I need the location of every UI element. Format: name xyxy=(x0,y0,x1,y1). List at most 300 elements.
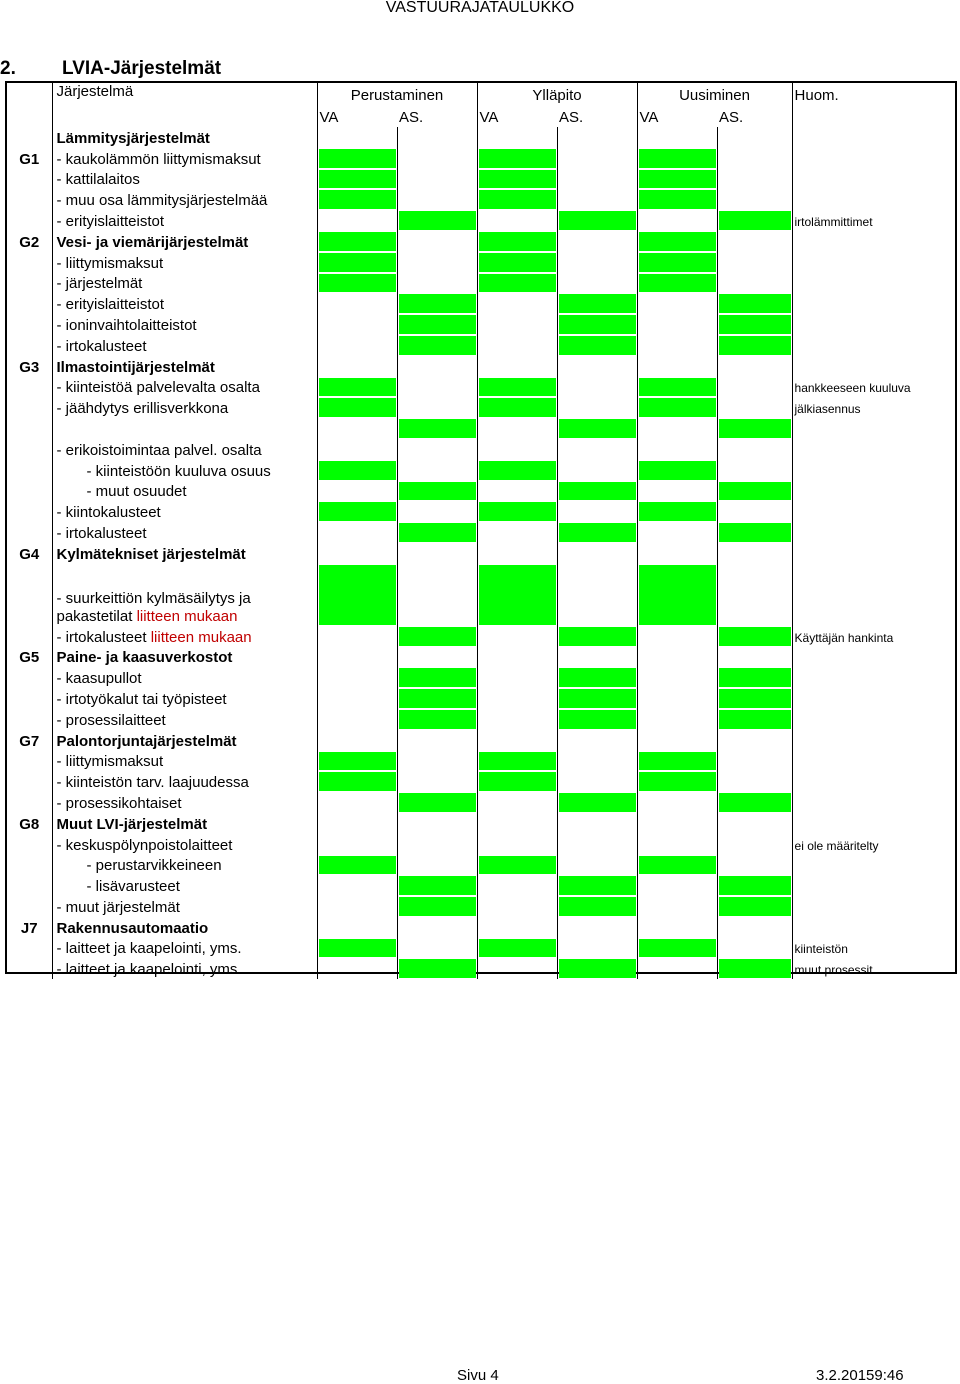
row-label xyxy=(52,127,317,148)
table-row xyxy=(7,896,955,917)
green-fill xyxy=(559,793,636,812)
table-row xyxy=(7,564,955,626)
responsibility-mark xyxy=(717,709,792,730)
table-row xyxy=(7,647,955,668)
green-fill xyxy=(559,627,636,646)
green-fill xyxy=(559,211,636,230)
green-fill xyxy=(719,959,791,978)
green-fill xyxy=(399,668,476,687)
row-label-text: Lämmitysjärjestelmät xyxy=(56,129,210,147)
green-fill xyxy=(479,772,556,791)
row-label-text: - laitteet ja kaapelointi, yms. xyxy=(56,961,242,979)
empty-cell xyxy=(637,439,717,460)
row-label xyxy=(52,481,317,502)
row-note xyxy=(792,709,955,730)
responsibility-mark xyxy=(477,771,557,792)
empty-cell xyxy=(637,958,717,979)
row-code xyxy=(7,169,52,190)
empty-cell xyxy=(317,335,397,356)
green-fill xyxy=(479,398,556,417)
green-fill xyxy=(639,502,716,521)
green-fill xyxy=(639,378,716,397)
responsibility-mark xyxy=(717,896,792,917)
row-label xyxy=(52,169,317,190)
green-fill xyxy=(399,793,476,812)
empty-cell xyxy=(557,938,637,959)
row-label xyxy=(52,439,317,460)
empty-cell xyxy=(397,356,477,377)
green-fill xyxy=(479,232,556,251)
empty-cell xyxy=(477,210,557,231)
empty-cell xyxy=(557,356,637,377)
empty-cell xyxy=(717,273,792,294)
row-label xyxy=(52,189,317,210)
green-fill xyxy=(319,170,396,189)
row-note xyxy=(792,813,955,834)
empty-cell xyxy=(397,397,477,418)
empty-cell xyxy=(557,855,637,876)
table-row xyxy=(7,938,955,959)
row-note xyxy=(792,688,955,709)
responsibility-mark xyxy=(477,377,557,398)
subheader-row xyxy=(7,105,955,127)
empty-cell xyxy=(317,813,397,834)
empty-cell xyxy=(637,917,717,938)
green-fill xyxy=(479,856,556,875)
green-fill xyxy=(319,378,396,397)
row-label-text: - ioninvaihtolaitteistot xyxy=(56,316,197,334)
responsibility-mark xyxy=(317,771,397,792)
row-code xyxy=(7,626,52,647)
row-label xyxy=(52,647,317,668)
green-fill xyxy=(319,939,396,958)
empty-cell xyxy=(637,896,717,917)
table-row xyxy=(7,273,955,294)
row-note xyxy=(792,522,955,543)
responsibility-mark xyxy=(717,522,792,543)
green-fill xyxy=(719,689,791,708)
green-fill xyxy=(719,315,791,334)
empty-cell xyxy=(637,688,717,709)
row-code: G2 xyxy=(7,231,52,252)
row-label-note: liitteen mukaan xyxy=(136,607,238,625)
green-fill xyxy=(639,190,716,209)
empty-cell xyxy=(317,626,397,647)
row-code xyxy=(7,252,52,273)
row-code xyxy=(7,439,52,460)
row-note: ei ole määritelty xyxy=(794,838,879,853)
row-code: G3 xyxy=(7,356,52,377)
responsibility-mark xyxy=(317,501,397,522)
empty-cell xyxy=(397,813,477,834)
empty-cell xyxy=(557,834,637,855)
row-label xyxy=(52,938,317,959)
empty-cell xyxy=(717,834,792,855)
green-fill xyxy=(719,482,791,501)
empty-cell xyxy=(397,771,477,792)
empty-cell xyxy=(637,314,717,335)
empty-cell xyxy=(557,148,637,169)
row-label-text-line2: pakastetilat xyxy=(56,607,133,625)
green-fill xyxy=(559,876,636,895)
row-label xyxy=(52,958,317,979)
table-row xyxy=(7,875,955,896)
system-column-header: Järjestelmä xyxy=(52,83,317,105)
green-fill xyxy=(559,710,636,729)
responsibility-mark xyxy=(557,896,637,917)
green-fill xyxy=(319,190,396,209)
empty-cell xyxy=(717,252,792,273)
green-fill xyxy=(559,959,636,978)
responsibility-mark xyxy=(717,210,792,231)
empty-cell xyxy=(637,647,717,668)
row-note xyxy=(792,647,955,668)
responsibility-mark xyxy=(717,875,792,896)
row-label xyxy=(52,522,317,543)
responsibility-mark xyxy=(637,273,717,294)
responsibility-mark xyxy=(477,564,557,626)
empty-cell xyxy=(397,855,477,876)
row-label-text: - prosessilaitteet xyxy=(56,711,166,729)
green-fill xyxy=(399,482,476,501)
table-row xyxy=(7,751,955,772)
row-note xyxy=(792,231,955,252)
empty-cell xyxy=(717,917,792,938)
row-label xyxy=(52,356,317,377)
row-label xyxy=(52,397,317,418)
empty-cell xyxy=(557,501,637,522)
responsibility-mark xyxy=(557,210,637,231)
responsibility-mark xyxy=(637,231,717,252)
green-fill xyxy=(639,398,716,417)
row-code xyxy=(7,210,52,231)
green-fill xyxy=(719,897,791,916)
row-label xyxy=(52,460,317,481)
empty-cell xyxy=(397,252,477,273)
empty-cell xyxy=(317,792,397,813)
empty-cell xyxy=(717,460,792,481)
row-code xyxy=(7,335,52,356)
green-fill xyxy=(639,565,716,625)
row-label xyxy=(52,688,317,709)
responsibility-mark xyxy=(637,397,717,418)
row-label-text: Paine- ja kaasuverkostot xyxy=(56,649,233,667)
empty-cell xyxy=(477,543,557,564)
responsibility-mark xyxy=(317,460,397,481)
empty-cell xyxy=(717,356,792,377)
empty-cell xyxy=(557,189,637,210)
green-fill xyxy=(399,419,476,438)
empty-cell xyxy=(317,481,397,502)
row-code xyxy=(7,751,52,772)
responsibility-mark xyxy=(557,293,637,314)
empty-cell xyxy=(397,543,477,564)
empty-cell xyxy=(317,293,397,314)
green-fill xyxy=(479,752,556,771)
responsibility-mark xyxy=(717,688,792,709)
row-label xyxy=(52,377,317,398)
row-label xyxy=(52,273,317,294)
green-fill xyxy=(479,502,556,521)
green-fill xyxy=(639,274,716,293)
row-note: kiinteistön xyxy=(794,942,848,957)
role-subheader: AS. xyxy=(717,105,792,127)
responsibility-mark xyxy=(477,169,557,190)
responsibility-mark xyxy=(477,273,557,294)
row-label xyxy=(52,834,317,855)
table-row xyxy=(7,522,955,543)
table-row xyxy=(7,709,955,730)
table-row xyxy=(7,688,955,709)
empty-cell xyxy=(557,127,637,148)
table-row xyxy=(7,418,955,439)
empty-cell xyxy=(317,127,397,148)
empty-cell xyxy=(317,210,397,231)
responsibility-mark xyxy=(317,273,397,294)
responsibility-mark xyxy=(317,189,397,210)
row-note: irtolämmittimet xyxy=(794,214,873,229)
responsibility-mark xyxy=(557,314,637,335)
table-row xyxy=(7,771,955,792)
responsibility-mark xyxy=(637,771,717,792)
table-row xyxy=(7,855,955,876)
empty-cell xyxy=(557,564,637,626)
table-row xyxy=(7,730,955,751)
empty-cell xyxy=(717,855,792,876)
green-fill xyxy=(399,315,476,334)
row-code xyxy=(7,792,52,813)
empty-cell xyxy=(317,543,397,564)
row-note xyxy=(792,418,955,439)
responsibility-mark xyxy=(317,169,397,190)
green-fill xyxy=(559,897,636,916)
empty-cell xyxy=(637,834,717,855)
row-label-text: Palontorjuntajärjestelmät xyxy=(56,732,237,750)
row-label-text: - jäähdytys erillisverkkona xyxy=(56,400,229,418)
table-row xyxy=(7,293,955,314)
empty-cell xyxy=(397,189,477,210)
responsibility-mark xyxy=(477,938,557,959)
row-label-text: Rakennusautomaatio xyxy=(56,919,209,937)
row-note xyxy=(792,501,955,522)
empty-cell xyxy=(397,231,477,252)
green-fill xyxy=(319,772,396,791)
row-label-text: - erityislaitteistot xyxy=(56,296,165,314)
responsibility-mark xyxy=(317,377,397,398)
code-subheader-cell xyxy=(7,105,52,127)
green-fill xyxy=(639,149,716,168)
table-row xyxy=(7,481,955,502)
note-subheader-cell xyxy=(792,105,955,127)
green-fill xyxy=(719,710,791,729)
row-note xyxy=(792,356,955,377)
empty-cell xyxy=(397,917,477,938)
row-code xyxy=(7,875,52,896)
page-number: Sivu 4 xyxy=(457,1367,499,1384)
row-note: hankkeeseen kuuluva xyxy=(794,381,911,396)
row-code: G8 xyxy=(7,813,52,834)
table-row xyxy=(7,148,955,169)
empty-cell xyxy=(477,667,557,688)
empty-cell xyxy=(717,813,792,834)
empty-cell xyxy=(717,771,792,792)
empty-cell xyxy=(477,917,557,938)
row-label-text: - kiinteistöä palvelevalta osalta xyxy=(56,379,260,397)
row-label-text: - erikoistoimintaa palvel. osalta xyxy=(56,441,262,459)
empty-cell xyxy=(637,127,717,148)
row-code xyxy=(7,709,52,730)
table-row xyxy=(7,377,955,398)
row-code xyxy=(7,397,52,418)
row-code xyxy=(7,189,52,210)
empty-cell xyxy=(397,377,477,398)
responsibility-mark xyxy=(557,958,637,979)
row-label xyxy=(52,501,317,522)
row-code xyxy=(7,293,52,314)
row-note xyxy=(792,792,955,813)
table-row xyxy=(7,813,955,834)
green-fill xyxy=(639,170,716,189)
row-label-text: - erityislaitteistot xyxy=(56,212,165,230)
row-label-text: - liittymismaksut xyxy=(56,254,164,272)
row-label xyxy=(52,148,317,169)
empty-cell xyxy=(557,917,637,938)
row-note: jälkiasennus xyxy=(794,402,861,417)
green-fill xyxy=(559,482,636,501)
empty-cell xyxy=(637,709,717,730)
header-row xyxy=(7,83,955,105)
responsibility-mark xyxy=(637,564,717,626)
empty-cell xyxy=(317,875,397,896)
row-code xyxy=(7,688,52,709)
green-fill xyxy=(639,772,716,791)
group-header: Ylläpito xyxy=(477,83,637,105)
empty-cell xyxy=(477,293,557,314)
empty-cell xyxy=(477,875,557,896)
empty-cell xyxy=(557,377,637,398)
green-fill xyxy=(639,461,716,480)
group-header: Perustaminen xyxy=(317,83,477,105)
empty-cell xyxy=(557,460,637,481)
row-code xyxy=(7,460,52,481)
table-row xyxy=(7,834,955,855)
green-fill xyxy=(719,336,791,355)
empty-cell xyxy=(397,148,477,169)
row-note: Käyttäjän hankinta xyxy=(794,630,894,645)
green-fill xyxy=(479,461,556,480)
row-note xyxy=(792,896,955,917)
green-fill xyxy=(319,856,396,875)
empty-cell xyxy=(717,148,792,169)
responsibility-mark xyxy=(477,855,557,876)
green-fill xyxy=(319,461,396,480)
row-label xyxy=(52,855,317,876)
green-fill xyxy=(719,627,791,646)
green-fill xyxy=(399,959,476,978)
row-label-text: - muu osa lämmitysjärjestelmää xyxy=(56,192,268,210)
row-code: G7 xyxy=(7,730,52,751)
green-fill xyxy=(399,876,476,895)
green-fill xyxy=(479,939,556,958)
responsibility-mark xyxy=(557,481,637,502)
row-code xyxy=(7,273,52,294)
responsibility-mark xyxy=(557,522,637,543)
empty-cell xyxy=(477,834,557,855)
row-label xyxy=(52,564,317,626)
row-label-text: - irtokalusteet xyxy=(56,337,147,355)
row-code xyxy=(7,896,52,917)
row-code: G4 xyxy=(7,543,52,564)
green-fill xyxy=(559,523,636,542)
table-row xyxy=(7,356,955,377)
row-label xyxy=(52,792,317,813)
responsibility-mark xyxy=(557,792,637,813)
empty-cell xyxy=(317,917,397,938)
empty-cell xyxy=(717,127,792,148)
empty-cell xyxy=(477,439,557,460)
role-subheader: VA xyxy=(479,109,499,126)
row-code xyxy=(7,314,52,335)
row-code xyxy=(7,771,52,792)
empty-cell xyxy=(557,439,637,460)
empty-cell xyxy=(637,543,717,564)
empty-cell xyxy=(557,252,637,273)
row-note xyxy=(792,252,955,273)
responsibility-mark xyxy=(317,148,397,169)
row-label xyxy=(52,875,317,896)
row-note xyxy=(792,460,955,481)
responsibility-table xyxy=(5,81,957,979)
row-code xyxy=(7,522,52,543)
empty-cell xyxy=(397,730,477,751)
empty-cell xyxy=(557,751,637,772)
empty-cell xyxy=(637,813,717,834)
responsibility-mark xyxy=(397,875,477,896)
row-label xyxy=(52,730,317,751)
table-row xyxy=(7,917,955,938)
empty-cell xyxy=(317,958,397,979)
empty-cell xyxy=(317,314,397,335)
empty-cell xyxy=(477,709,557,730)
responsibility-mark xyxy=(557,418,637,439)
green-fill xyxy=(559,294,636,313)
row-code xyxy=(7,501,52,522)
row-label-text: - laitteet ja kaapelointi, yms. xyxy=(56,940,242,958)
empty-cell xyxy=(637,356,717,377)
responsibility-mark xyxy=(637,460,717,481)
responsibility-grid xyxy=(7,83,955,979)
responsibility-mark xyxy=(397,688,477,709)
responsibility-mark xyxy=(397,418,477,439)
green-fill xyxy=(319,398,396,417)
row-label-text: - prosessikohtaiset xyxy=(56,794,182,812)
green-fill xyxy=(399,710,476,729)
empty-cell xyxy=(317,709,397,730)
green-fill xyxy=(319,274,396,293)
row-label xyxy=(52,667,317,688)
responsibility-mark xyxy=(717,335,792,356)
table-row xyxy=(7,958,955,979)
row-label-text: - keskuspölynpoistolaitteet xyxy=(56,836,233,854)
responsibility-mark xyxy=(397,709,477,730)
empty-cell xyxy=(317,356,397,377)
row-label xyxy=(52,252,317,273)
empty-cell xyxy=(477,813,557,834)
row-label-text: Muut LVI-järjestelmät xyxy=(56,815,208,833)
empty-cell xyxy=(477,626,557,647)
responsibility-mark xyxy=(637,377,717,398)
responsibility-mark xyxy=(637,855,717,876)
